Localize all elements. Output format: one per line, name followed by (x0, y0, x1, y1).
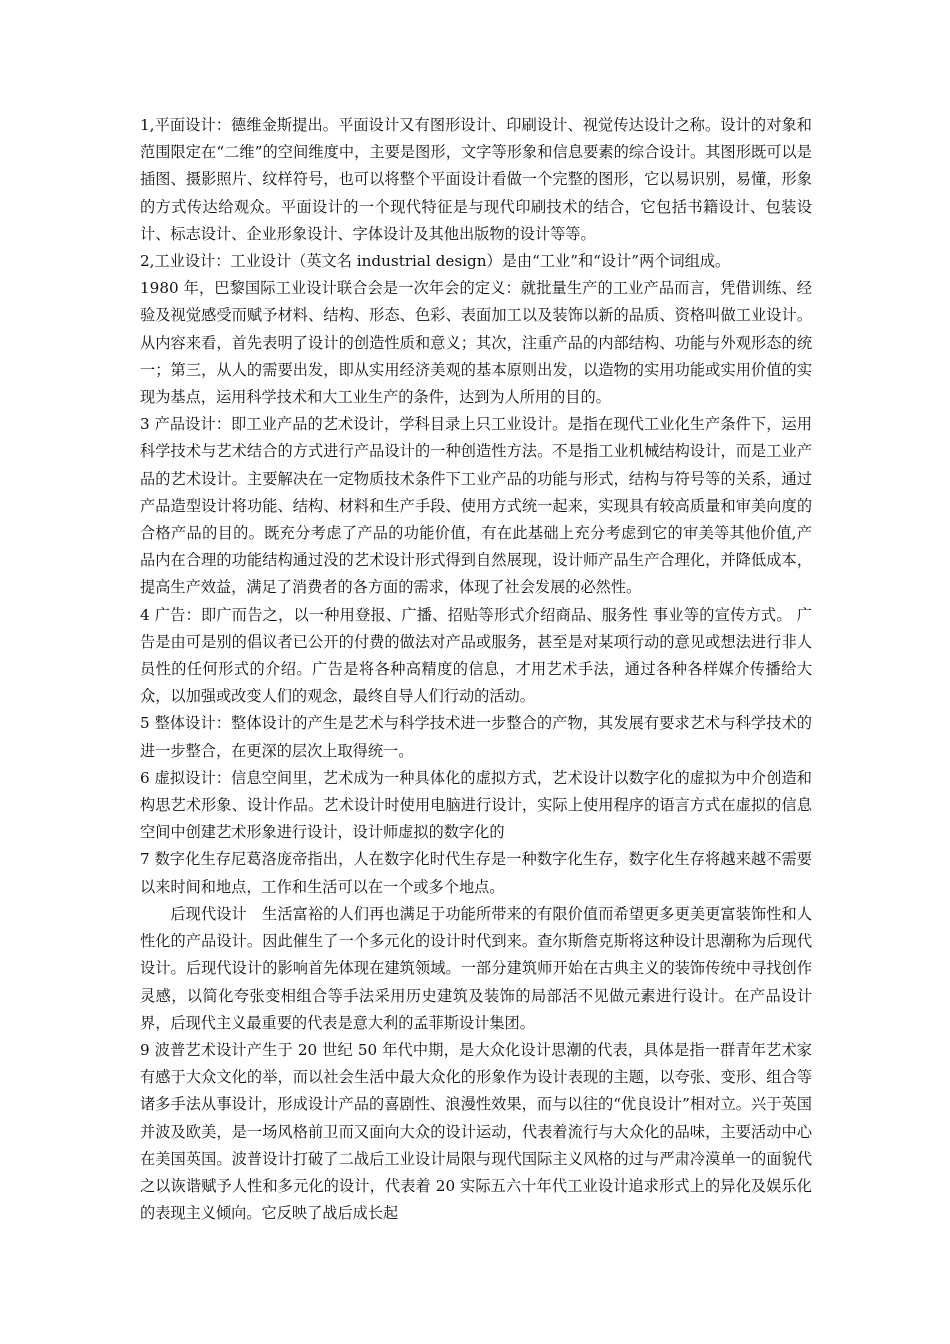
paragraph-pop-art-design: 9 波普艺术设计产生于 20 世纪 50 年代中期，是大众化设计思潮的代表，具体是指一群青年艺术家有感于大众文化的举，而以社会生活中最大众化的形象作为设计表现的主题，以夸张、变形、组合等诸多手法从事设计，形成设计产品的喜剧性、浪漫性效果，而与以往的“优良设计”相对立。兴于英国并波及欧美，是一场风格前卫而又面向大众的设计运动，代表着流行与大众化的品味，主要活动中心在美国英国。波普设计打破了二战后工业设计局限与现代国际主义风格的过与严肃冷漠单一的面貌代之以诙谐赋予人性和多元化的设计，代表着 20 实际五六十年代工业设计追求形式上的异化及娱乐化的表现主义倾向。它反映了战后成长起 (140, 1040, 812, 1223)
paragraph-virtual-design: 6 虚拟设计：信息空间里，艺术成为一种具体化的虚拟方式，艺术设计以数字化的虚拟为中介创造和构思艺术形象、设计作品。艺术设计时使用电脑进行设计，实际上使用程序的语言方式在虚拟的信息空间中创建艺术形象进行设计，设计师虚拟的数字化的 (140, 768, 812, 842)
paragraph-industrial-design-definition: 1980 年，巴黎国际工业设计联合会是一次年会的定义：就批量生产的工业产品而言，凭借训练、经验及视觉感受而赋予材料、结构、形态、色彩、表面加工以及装饰以新的品质、资格叫做工业设计。从内容来看，首先表明了设计的创造性质和意义；其次，注重产品的内部结构、功能与外观形态的统一；第三，从人的需要出发，即从实用经济美观的基本原则出发，以造物的实用功能或实用价值的实现为基点，运用科学技术和大工业生产的条件，达到为人所用的目的。 (140, 279, 812, 407)
document-body (140, 112, 812, 1227)
paragraph-advertising: 4 广告：即广而告之，以一种用登报、广播、招贴等形式介绍商品、服务性 事业等的宣传方式。 广告是由可是别的倡议者已公开的付费的做法对产品或服务，甚至是对某项行动的意见或想法进行非人员性的任何形式的介绍。广告是将各种高精度的信息，才用艺术手法，通过各种各样媒介传播给大众，以加强或改变人们的观念，最终自导人们行动的活动。 (140, 605, 812, 706)
paragraph-holistic-design: 5 整体设计：整体设计的产生是艺术与科学技术进一步整合的产物，其发展有要求艺术与科学技术的进一步整合，在更深的层次上取得统一。 (140, 714, 812, 760)
paragraph-industrial-design: 2,工业设计：工业设计（英文名 industrial design）是由“工业”和“设计”两个词组成。 (140, 252, 731, 271)
paragraph-postmodern-design: 后现代设计 生活富裕的人们再也满足于功能所带来的有限价值而希望更多更美更富装饰性和人性化的产品设计。因此催生了一个多元化的设计时代到来。查尔斯詹克斯将这种设计思潮称为后现代设计。后现代设计的影响首先体现在建筑领域。一部分建筑师开始在古典主义的装饰传统中寻找创作灵感，以简化夸张变相组合等手法采用历史建筑及装饰的局部活不见做元素进行设计。在产品设计界，后现代主义最重要的代表是意大利的孟菲斯设计集团。 (140, 904, 812, 1032)
paragraph-graphic-design: 1,平面设计：德维金斯提出。平面设计又有图形设计、印刷设计、视觉传达设计之称。设计的对象和范围限定在“二维”的空间维度中，主要是图形，文字等形象和信息要素的综合设计。其图形既可以是插图、摄影照片、纹样符号，也可以将整个平面设计看做一个完整的图形，它以易识别，易懂，形象的方式传达给观众。平面设计的一个现代特征是与现代印刷技术的结合，它包括书籍设计、包装设计、标志设计、企业形象设计、字体设计及其他出版物的设计等等。 (140, 116, 812, 243)
paragraph-product-design: 3 产品设计：即工业产品的艺术设计，学科目录上只工业设计。是指在现代工业化生产条件下，运用科学技术与艺术结合的方式进行产品设计的一种创造性方法。不是指工业机械结构设计，而是工业产品的艺术设计。主要解决在一定物质技术条件下工业产品的功能与形式，结构与符号等的关系，通过产品造型设计将功能、结构、材料和生产手段、使用方式统一起来，实现具有较高质量和审美向度的合格产品的目的。既充分考虑了产品的功能价值，有在此基础上充分考虑到它的审美等其他价值,产品内在合理的功能结构通过没的艺术设计形式得到自然展现，设计师产品生产合理化，并降低成本，提高生产效益，满足了消费者的各方面的需求，体现了社会发展的必然性。 (140, 415, 812, 597)
paragraph-digital-existence: 7 数字化生存尼葛洛庞帝指出，人在数字化时代生存是一种数字化生存，数字化生存将越来越不需要以来时间和地点，工作和生活可以在一个或多个地点。 (140, 850, 812, 896)
